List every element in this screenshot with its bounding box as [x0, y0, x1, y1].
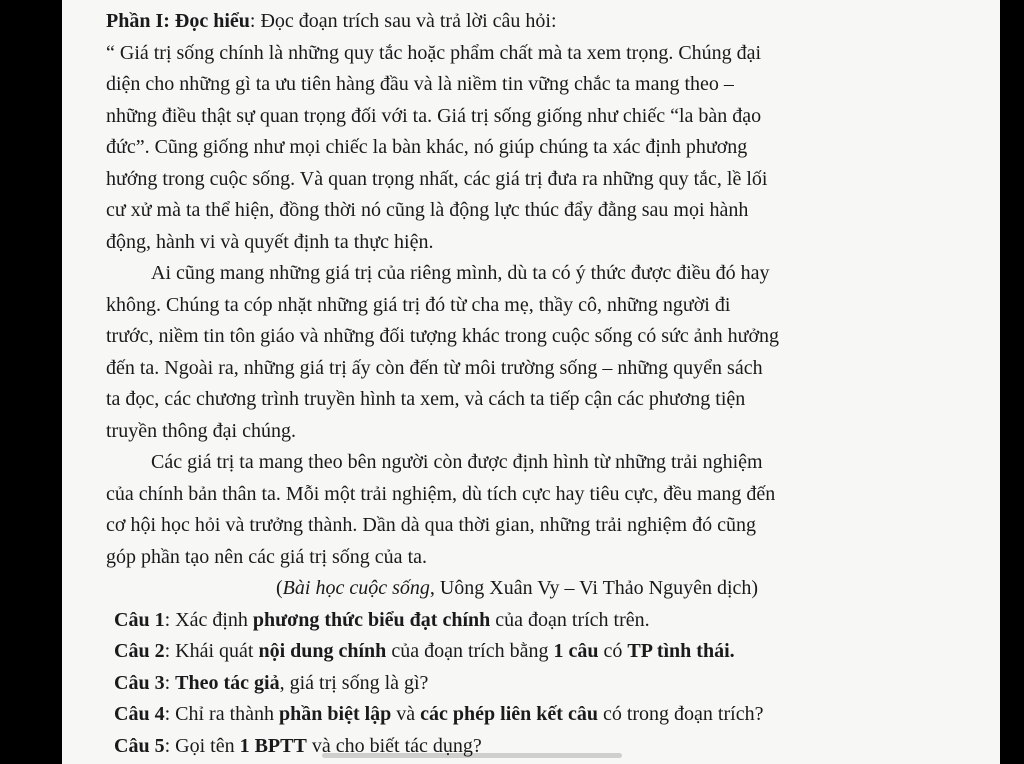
passage-line: Ai cũng mang những giá trị của riêng mình, dù ta có ý thức được điều đó hay	[151, 262, 770, 284]
question-text: của đoạn trích bằng	[386, 640, 554, 662]
passage-line: trước, niềm tin tôn giáo và những đối tượng khác trong cuộc sống có sức ảnh hưởng	[106, 325, 780, 347]
passage-line: diện cho những gì ta ưu tiên hàng đầu và là niềm tin vững chắc ta mang theo –	[106, 73, 734, 95]
passage-line: không. Chúng ta cóp nhặt những giá trị đó từ cha mẹ, thầy cô, những người đi	[106, 293, 731, 316]
passage-line: truyền thông đại chúng.	[106, 419, 296, 442]
question-text: : Xác định	[164, 608, 253, 631]
source-citation	[106, 573, 876, 605]
passage-line: hướng trong cuộc sống. Và quan trọng nhất, các giá trị đưa ra những quy tắc, lề lối	[106, 167, 768, 190]
question-text: :	[164, 671, 176, 694]
question-text: và	[391, 703, 421, 725]
section-heading-line	[106, 6, 876, 38]
question-text: có trong đoạn trích?	[597, 703, 764, 725]
document-page	[62, 0, 1000, 764]
source-open: (	[276, 577, 283, 599]
question-label: Câu 5	[114, 734, 165, 757]
question-emphasis: phương thức biểu đạt chính	[252, 608, 491, 631]
question-emphasis: TP tình thái.	[627, 640, 735, 662]
question-emphasis: Theo tác giả	[175, 671, 280, 694]
question-label: Câu 4	[114, 703, 165, 725]
passage-line: đến ta. Ngoài ra, những giá trị ấy còn đến từ môi trường sống – những quyển sách	[106, 356, 763, 379]
passage-paragraph-2	[106, 258, 876, 447]
passage-line: góp phần tạo nên các giá trị sống của ta.	[106, 545, 427, 568]
source-title: Bài học cuộc sống	[282, 577, 430, 599]
question-emphasis: các phép liên kết câu	[420, 703, 598, 725]
question-emphasis: 1 câu	[553, 640, 599, 662]
passage-line: động, hành vi và quyết định ta thực hiện.	[106, 230, 434, 253]
passage-line: cư xử mà ta thể hiện, đồng thời nó cũng là động lực thúc đẩy đằng sau mọi hành	[106, 199, 749, 221]
question-emphasis: phần biệt lập	[279, 703, 392, 725]
source-author: , Uông Xuân Vy – Vi Thảo Nguyên dịch)	[429, 577, 759, 599]
passage-paragraph-3	[106, 447, 876, 573]
question-label: Câu 2	[114, 640, 165, 662]
question-text: : Khái quát	[164, 640, 259, 662]
question-text: có	[598, 640, 628, 662]
passage-line: những điều thật sự quan trọng đối với ta. Giá trị sống giống như chiếc “la bàn đạo	[106, 104, 762, 127]
passage-line: đức”. Cũng giống như mọi chiếc la bàn khác, nó giúp chúng ta xác định phương	[106, 136, 748, 158]
section-instruction: : Đọc đoạn trích sau và trả lời câu hỏi:	[249, 10, 557, 32]
question-text: của đoạn trích trên.	[490, 608, 650, 631]
passage-line: của chính bản thân ta. Mỗi một trải nghiệm, dù tích cực hay tiêu cực, đều mang đến	[106, 482, 776, 505]
passage-line: cơ hội học hỏi và trưởng thành. Dần dà qua thời gian, những trải nghiệm đó cũng	[106, 514, 756, 536]
reading-text	[106, 6, 876, 762]
question-label: Câu 3	[114, 671, 165, 694]
question-emphasis: 1 BPTT	[239, 734, 307, 757]
passage-paragraph-1	[106, 38, 876, 259]
question-3	[106, 668, 876, 700]
question-2	[106, 636, 876, 668]
passage-line: “ Giá trị sống chính là những quy tắc hoặc phẩm chất mà ta xem trọng. Chúng đại	[106, 41, 762, 64]
question-5	[106, 731, 876, 763]
question-text: , giá trị sống là gì?	[279, 671, 429, 694]
question-text: và cho biết tác dụng?	[306, 734, 482, 757]
question-emphasis: nội dung chính	[258, 640, 387, 662]
question-text: : Chỉ ra thành	[164, 703, 280, 725]
passage-line: ta đọc, các chương trình truyền hình ta xem, và cách ta tiếp cận các phương tiện	[106, 388, 746, 410]
section-heading: Phần I: Đọc hiểu	[106, 10, 250, 32]
question-4	[106, 699, 876, 731]
passage-line: Các giá trị ta mang theo bên người còn được định hình từ những trải nghiệm	[151, 451, 763, 473]
question-1	[106, 605, 876, 637]
question-label: Câu 1	[114, 608, 165, 631]
question-text: : Gọi tên	[164, 734, 240, 757]
